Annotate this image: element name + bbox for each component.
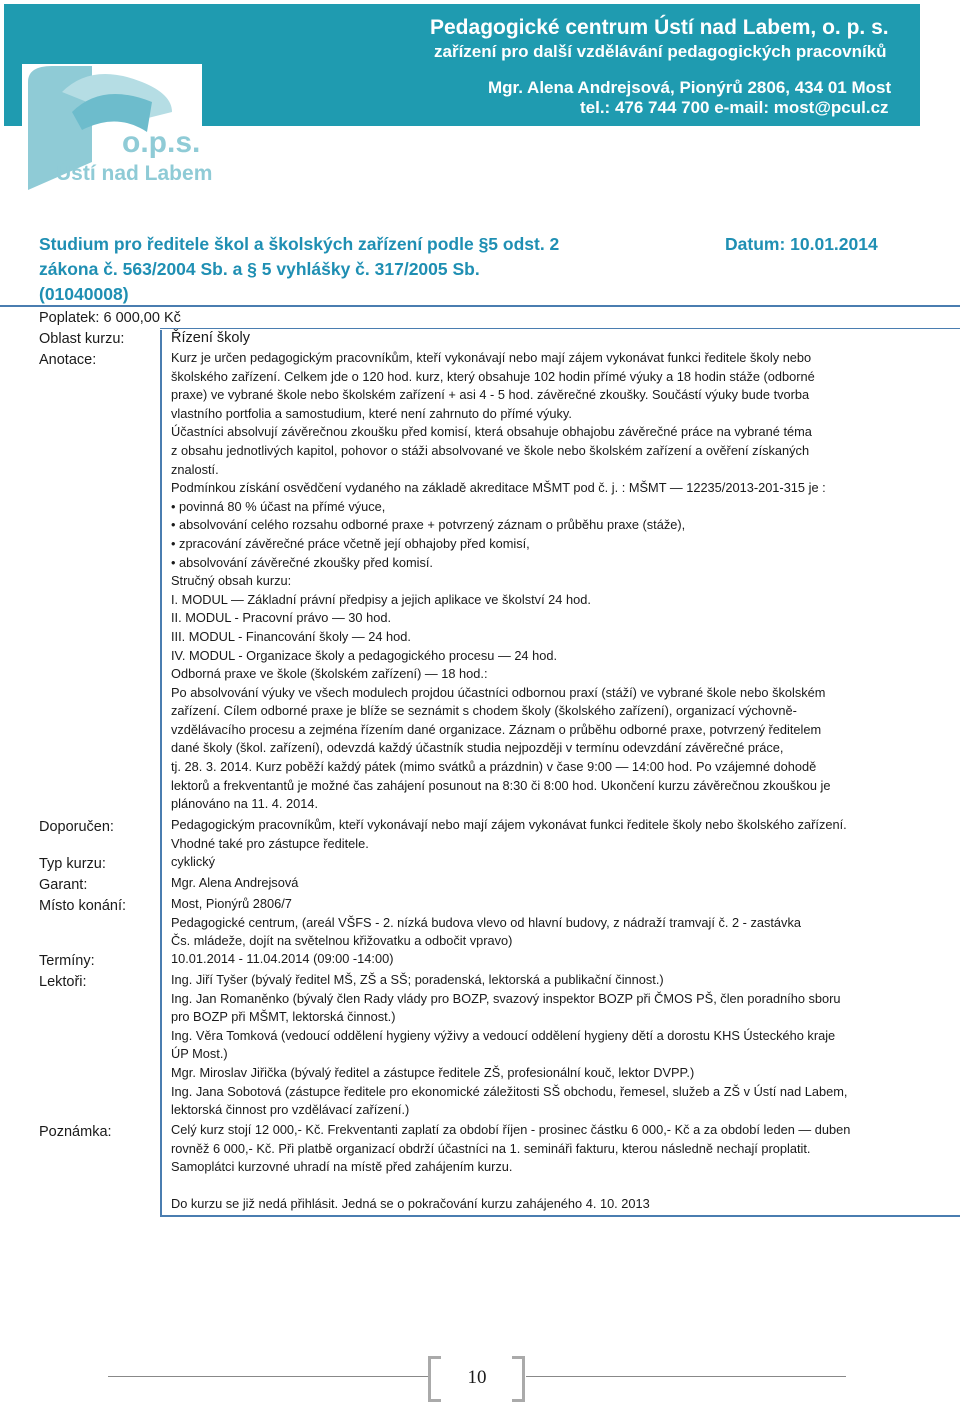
- annotation-line: Podmínkou získání osvědčení vydaného na základě akreditace MŠMT pod č. j. : MŠMT — 12235/2013-201-315 je :: [171, 480, 826, 496]
- note-label: Poznámka:: [39, 1124, 112, 1140]
- note-line: Do kurzu se již nedá přihlásit. Jedná se o pokračování kurzu zahájeného 4. 10. 2013: [171, 1196, 650, 1212]
- requirement-item: • zpracování závěrečné práce včetně její obhajoby před komisí,: [171, 535, 911, 554]
- note-line: Celý kurz stojí 12 000,- Kč. Frekventanti zaplatí za období říjen - prosinec částku 6 000,- Kč a za období leden — duben: [171, 1122, 851, 1137]
- practice-line: lektorů a frekventantů je možné čas zahájení posunout na 8:30 či 8:00 hod. Ukončení kurzu závěrečnou zkouškou je: [171, 777, 831, 793]
- lecturer-line: lektorská činnost pro vzdělávací zařízení.): [171, 1102, 410, 1118]
- practice-line: vzdělávacího procesu a zejména řízením dané organizace. Záznam o průběhu odborné praxe, potvrzený ředitelem: [171, 721, 822, 737]
- annotation-line: Kurz je určen pedagogickým pracovníkům, kteří vykonávají nebo mají zájem vykonávat funkci ředitele školy nebo: [171, 350, 812, 365]
- org-name: Pedagogické centrum Ústí nad Labem, o. p. s.: [430, 16, 889, 39]
- logo-city: Ústí nad Labem: [56, 162, 213, 185]
- type-label: Typ kurzu:: [39, 856, 106, 872]
- practice-line: plánováno na 11. 4. 2014.: [171, 796, 319, 812]
- annotation-line: vlastního portfolia a samostudium, které není zahrnuto do přímé výuky.: [171, 405, 572, 421]
- annotation-text: [171, 349, 911, 814]
- module-item: III. MODUL - Financování školy — 24 hod.: [171, 628, 411, 644]
- title-code: (01040008): [39, 284, 129, 304]
- lecturers-label: Lektoři:: [39, 974, 87, 990]
- column-divider: [160, 330, 162, 1217]
- place-label: Místo konání:: [39, 898, 127, 914]
- content-heading: Stručný obsah kurzu:: [171, 573, 292, 589]
- logo-ops: o.p.s.: [122, 126, 201, 159]
- requirement-item: • povinná 80 % účast na přímé výuce,: [171, 498, 911, 517]
- contact-phone: tel.: 476 744 700 e-mail: most@pcul.cz: [580, 98, 889, 117]
- contact-address: Mgr. Alena Andrejsová, Pionýrů 2806, 434 01 Most: [488, 78, 892, 97]
- guarantor-value: Mgr. Alena Andrejsová: [171, 875, 299, 890]
- logo-icon: [22, 52, 222, 192]
- lecturer-line: Ing. Jana Sobotová (zástupce ředitele pro ekonomické záležitosti SŠ obchodu, řemesel, služeb a ZŠ v Ústí nad Labem,: [171, 1083, 848, 1099]
- divider: [0, 305, 960, 307]
- recommended-text: [171, 816, 911, 853]
- course-date: Datum: 10.01.2014: [725, 234, 878, 254]
- module-item: Odborná praxe ve škole (školském zařízení) — 18 hod.:: [171, 666, 488, 682]
- module-item: II. MODUL - Pracovní právo — 30 hod.: [171, 610, 392, 626]
- recommended-label: Doporučen:: [39, 819, 114, 835]
- lecturer-line: pro BOZP při MŠMT, lektorská činnost.): [171, 1009, 396, 1025]
- recommended-line: Vhodné také pro zástupce ředitele.: [171, 835, 369, 851]
- place-line: Čs. mládeže, dojít na světelnou křižovatku a odbočit vpravo): [171, 933, 513, 949]
- recommended-line: Pedagogickým pracovníkům, kteří vykonávají nebo mají zájem vykonávat funkci ředitele školy nebo školského zařízení.: [171, 817, 847, 832]
- terms-label: Termíny:: [39, 953, 95, 969]
- annotation-line: znalostí.: [171, 461, 219, 477]
- practice-line: zařízení. Cílem odborné praxe je blíže se seznámit s chodem školy (školského zařízení), organizací výchovně-: [171, 703, 797, 719]
- lecturer-line: Ing. Jiří Tyšer (bývalý ředitel MŠ, ZŠ a SŠ; poradenská, lektorská a publikační činnost.): [171, 972, 664, 987]
- page-number: 10: [467, 1367, 487, 1388]
- area-label: Oblast kurzu:: [39, 331, 125, 347]
- footer-rule: [526, 1376, 846, 1377]
- footer-rule: [108, 1376, 428, 1377]
- org-subtitle: zařízení pro další vzdělávání pedagogických pracovníků: [434, 42, 887, 61]
- requirement-item: • absolvování závěrečné zkoušky před komisí.: [171, 554, 911, 573]
- guarantor-label: Garant:: [39, 877, 88, 893]
- divider: [160, 328, 960, 329]
- terms-value: 10.01.2014 - 11.04.2014 (09:00 -14:00): [171, 951, 394, 966]
- note-line: Samoplátci kurzovné uhradí na místě před zahájením kurzu.: [171, 1159, 513, 1175]
- note-line: rovněž 6 000,- Kč. Při platbě organizací obdrží účastníci na 1. semináři fakturu, kterou následně nechají proplatit.: [171, 1140, 811, 1156]
- lecturer-line: Ing. Věra Tomková (vedoucí oddělení hygieny výživy a vedoucí oddělení hygieny dětí a dorostu KHS Ústeckého kraje: [171, 1027, 836, 1043]
- module-item: IV. MODUL - Organizace školy a pedagogického procesu — 24 hod.: [171, 647, 558, 663]
- course-title: [39, 232, 639, 307]
- lecturer-line: Mgr. Miroslav Jiřička (bývalý ředitel a zástupce ředitele ZŠ, profesionální kouč, lektor DVPP.): [171, 1064, 695, 1080]
- course-fee: Poplatek: 6 000,00 Kč: [39, 310, 181, 326]
- annotation-line: Účastníci absolvují závěrečnou zkoušku před komisí, která obsahuje obhajobu závěrečné práce na vybrané téma: [171, 424, 812, 440]
- title-line: Studium pro ředitele škol a školských zařízení podle §5 odst. 2: [39, 234, 560, 254]
- annotation-line: z obsahu jednotlivých kapitol, pohovor o stáži absolvované ve škole nebo školském zařízení a ověření získaných: [171, 442, 810, 458]
- practice-line: Po absolvování výuky ve všech modulech projdou účastníci odbornou praxí (stáží) ve vybrané škole nebo školském: [171, 684, 826, 700]
- practice-line: tj. 28. 3. 2014. Kurz poběží každý pátek (mimo svátků a prázdnin) v čase 9:00 — 14:00 hod. Po vzájemné dohodě: [171, 759, 817, 775]
- divider: [160, 1215, 960, 1217]
- area-value: Řízení školy: [171, 330, 250, 346]
- place-line: Most, Pionýrů 2806/7: [171, 896, 292, 911]
- lecturer-line: Ing. Jan Romaněnko (bývalý člen Rady vlády pro BOZP, svazový inspektor BOZP při ČMOS PŠ, člen poradního sboru: [171, 990, 841, 1006]
- annotation-line: školského zařízení. Celkem jde o 120 hod. kurz, který obsahuje 102 hodin přímé výuky a 18 hodin stáže (odborné: [171, 368, 815, 384]
- annotation-label: Anotace:: [39, 352, 97, 368]
- module-item: I. MODUL — Základní právní předpisy a jejich aplikace ve školství 24 hod.: [171, 591, 591, 607]
- place-text: [171, 895, 911, 951]
- note-text: [171, 1121, 911, 1214]
- note-line: [171, 1177, 911, 1196]
- bracket-right-icon: [512, 1356, 525, 1402]
- title-line: zákona č. 563/2004 Sb. a § 5 vyhlášky č. 317/2005 Sb.: [39, 259, 480, 279]
- type-value: cyklický: [171, 854, 216, 869]
- lecturers-text: [171, 971, 911, 1120]
- bracket-left-icon: [428, 1356, 441, 1402]
- practice-line: dané školy (škol. zařízení), odevzdá každý účastník studia nejpozději v termínu odevzdání závěrečné práce,: [171, 740, 784, 756]
- annotation-line: praxe) ve vybrané škole nebo školském zařízení + asi 4 - 5 hod. závěrečné zkoušky. Součástí výuky bude tvorba: [171, 387, 810, 403]
- requirement-item: • absolvování celého rozsahu odborné praxe + potvrzený záznam o průběhu praxe (stáže),: [171, 516, 911, 535]
- lecturer-line: ÚP Most.): [171, 1046, 228, 1062]
- place-line: Pedagogické centrum, (areál VŠFS - 2. nízká budova vlevo od hlavní budovy, z nádraží tramvají č. 2 - zastávka: [171, 914, 801, 930]
